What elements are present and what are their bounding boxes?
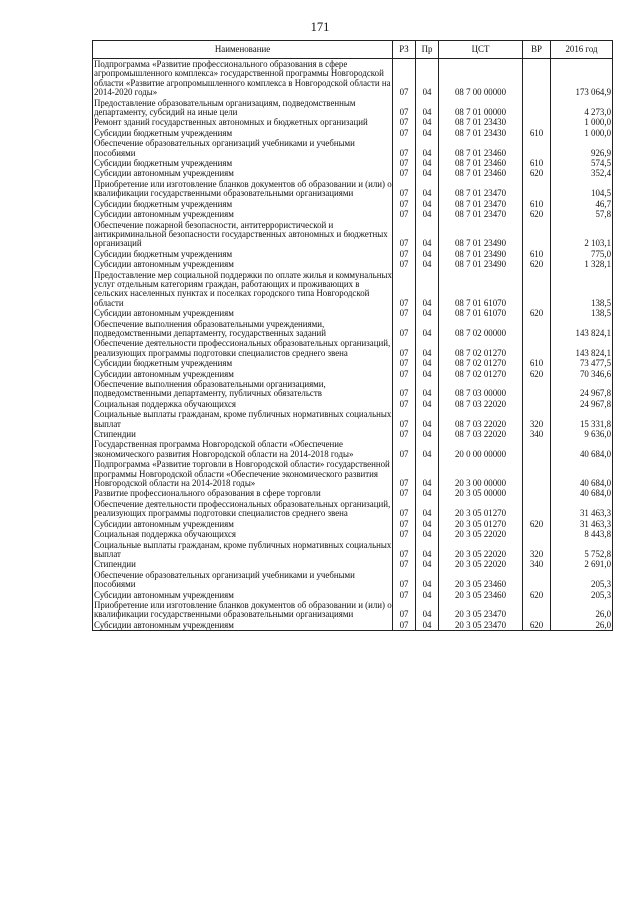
row-name: Субсидии автономным учреждениям	[93, 620, 393, 631]
row-pr: 04	[416, 138, 439, 158]
row-name: Обеспечение выполнения образовательными учреждениями, подведомственными департаменту, государственных заданий	[93, 319, 393, 339]
table-row	[93, 98, 613, 118]
table-row	[93, 138, 613, 158]
row-pr: 04	[416, 168, 439, 178]
row-vr	[523, 338, 551, 358]
row-vr: 610	[523, 128, 551, 138]
table-row	[93, 529, 613, 539]
row-pr: 04	[416, 459, 439, 488]
row-pr: 04	[416, 338, 439, 358]
row-pr: 04	[416, 620, 439, 631]
header-cst: ЦСТ	[439, 41, 523, 59]
row-rz: 07	[393, 620, 416, 631]
table-row	[93, 620, 613, 631]
row-name: Стипендии	[93, 429, 393, 439]
row-amount: 57,8	[551, 209, 613, 219]
row-name: Субсидии автономным учреждениям	[93, 590, 393, 600]
row-cst: 08 7 01 23490	[439, 259, 523, 269]
row-vr	[523, 529, 551, 539]
table-row	[93, 540, 613, 560]
row-cst: 20 0 00 00000	[439, 439, 523, 459]
table-row	[93, 409, 613, 429]
table-row	[93, 488, 613, 498]
row-cst: 08 7 01 23430	[439, 117, 523, 127]
row-cst: 08 7 01 23470	[439, 179, 523, 199]
row-rz: 07	[393, 199, 416, 209]
row-name: Социальная поддержка обучающихся	[93, 529, 393, 539]
row-name: Социальные выплаты гражданам, кроме публичных нормативных социальных выплат	[94, 409, 392, 429]
row-pr: 04	[416, 590, 439, 600]
row-cst: 08 7 01 23430	[439, 128, 523, 138]
row-cst: 20 3 05 01270	[439, 519, 523, 529]
row-pr: 04	[416, 488, 439, 498]
row-vr	[523, 600, 551, 620]
table-row	[93, 459, 613, 488]
row-name: Субсидии бюджетным учреждениям	[93, 249, 393, 259]
row-amount: 31 463,3	[551, 519, 613, 529]
row-name: Предоставление мер социальной поддержки по оплате жилья и коммунальных услуг отдельным категориям граждан, работающих и проживающих в сельских населенных пунктах и поселках городского типа Новгородской области	[94, 269, 392, 308]
row-pr: 04	[416, 439, 439, 459]
row-vr: 620	[523, 620, 551, 631]
row-amount: 9 636,0	[551, 429, 613, 439]
row-name: Обеспечение деятельности профессиональных образовательных организаций, реализующих программы подготовки специалистов среднего звена	[93, 338, 393, 358]
row-rz: 07	[393, 409, 416, 429]
row-pr: 04	[416, 358, 439, 368]
table-row	[93, 117, 613, 127]
row-rz: 07	[393, 459, 416, 488]
row-cst: 08 7 03 22020	[439, 409, 523, 429]
row-rz: 07	[393, 270, 416, 309]
row-rz: 07	[393, 249, 416, 259]
row-amount: 1 000,0	[551, 128, 613, 138]
table-row	[93, 559, 613, 569]
row-vr: 320	[523, 540, 551, 560]
row-rz: 07	[393, 399, 416, 409]
row-name: Субсидии автономным учреждениям	[93, 259, 393, 269]
row-name: Обеспечение образовательных организаций учебниками и учебными пособиями	[93, 138, 393, 158]
row-name: Субсидии бюджетным учреждениям	[93, 199, 393, 209]
row-vr: 620	[523, 168, 551, 178]
row-cst: 08 7 02 01270	[439, 369, 523, 379]
row-amount: 4 273,0	[551, 98, 613, 118]
row-vr: 620	[523, 369, 551, 379]
row-vr	[523, 98, 551, 118]
row-rz: 07	[393, 308, 416, 318]
row-vr	[523, 319, 551, 339]
row-name: Подпрограмма «Развитие профессионального образования в сфере агропромышленного комплекса» государственной программы Новгородской области «Развитие агропромышленного комплекса в Новгородской области на 2014-2020 годы»	[94, 59, 391, 98]
row-pr: 04	[416, 379, 439, 399]
row-pr: 04	[416, 559, 439, 569]
row-name: Обеспечение пожарной безопасности, антитеррористической и антикриминальной безопасности государственных автономных и бюджетных организаций	[93, 220, 393, 249]
row-amount: 574,5	[551, 158, 613, 168]
row-vr	[523, 459, 551, 488]
table-row	[93, 249, 613, 259]
row-name: Социальная поддержка обучающихся	[93, 399, 393, 409]
row-rz: 07	[393, 559, 416, 569]
row-vr	[523, 179, 551, 199]
row-amount: 70 346,6	[551, 369, 613, 379]
row-cst: 20 3 05 01270	[439, 499, 523, 519]
row-pr: 04	[416, 399, 439, 409]
row-cst: 20 3 00 00000	[439, 459, 523, 488]
row-amount: 143 824,1	[551, 319, 613, 339]
row-cst: 08 7 01 23460	[439, 138, 523, 158]
row-amount: 26,0	[551, 600, 613, 620]
row-rz: 07	[393, 138, 416, 158]
row-name: Субсидии бюджетным учреждениям	[93, 158, 393, 168]
table-header-row	[93, 41, 613, 59]
row-rz: 07	[393, 429, 416, 439]
table-row	[93, 399, 613, 409]
row-cst: 08 7 01 23490	[439, 220, 523, 249]
table-row	[93, 570, 613, 590]
row-name: Ремонт зданий государственных автономных и бюджетных организаций	[93, 117, 393, 127]
row-cst: 20 3 05 22020	[439, 540, 523, 560]
row-name: Развитие профессионального образования в сфере торговли	[93, 488, 393, 498]
row-amount: 775,0	[551, 249, 613, 259]
row-amount: 24 967,8	[551, 399, 613, 409]
row-cst: 20 3 05 23470	[439, 620, 523, 631]
row-vr: 610	[523, 158, 551, 168]
row-cst: 20 3 05 23460	[439, 570, 523, 590]
row-vr	[523, 138, 551, 158]
row-cst: 08 7 02 01270	[439, 358, 523, 368]
row-rz: 07	[393, 600, 416, 620]
header-pr: Пр	[416, 41, 439, 59]
row-rz: 07	[393, 117, 416, 127]
row-cst: 08 7 01 00000	[439, 98, 523, 118]
row-name: Обеспечение образовательных организаций учебниками и учебными пособиями	[93, 570, 393, 590]
row-vr	[523, 59, 551, 98]
row-vr: 340	[523, 559, 551, 569]
row-amount: 104,5	[551, 179, 613, 199]
row-amount: 926,9	[551, 138, 613, 158]
table-row	[93, 358, 613, 368]
header-year: 2016 год	[551, 41, 613, 59]
row-amount: 24 967,8	[551, 379, 613, 399]
row-rz: 07	[393, 319, 416, 339]
row-rz: 07	[393, 379, 416, 399]
row-rz: 07	[393, 439, 416, 459]
row-pr: 04	[416, 308, 439, 318]
table-row	[93, 179, 613, 199]
row-amount: 40 684,0	[551, 459, 613, 488]
row-amount: 26,0	[551, 620, 613, 631]
row-cst: 08 7 01 23460	[439, 168, 523, 178]
row-cst: 08 7 01 23460	[439, 158, 523, 168]
row-amount: 2 103,1	[551, 220, 613, 249]
row-pr: 04	[416, 179, 439, 199]
budget-table	[92, 40, 613, 631]
row-cst: 08 7 01 23470	[439, 199, 523, 209]
row-pr: 04	[416, 270, 439, 309]
table-row	[93, 128, 613, 138]
row-pr: 04	[416, 259, 439, 269]
row-rz: 07	[393, 338, 416, 358]
row-name: Обеспечение выполнения образовательными организациями, подведомственными департаменту, публичных обязательств	[93, 379, 393, 399]
row-rz: 07	[393, 168, 416, 178]
row-pr: 04	[416, 199, 439, 209]
table-row	[93, 369, 613, 379]
row-name: Субсидии бюджетным учреждениям	[93, 358, 393, 368]
row-cst: 20 3 05 23460	[439, 590, 523, 600]
row-amount: 205,3	[551, 590, 613, 600]
row-amount: 2 691,0	[551, 559, 613, 569]
table-row	[93, 308, 613, 318]
row-cst: 08 7 03 00000	[439, 379, 523, 399]
row-name: Государственная программа Новгородской области «Обеспечение экономического развития Новгородской области на 2014-2018 годы»	[93, 439, 393, 459]
row-cst: 08 7 02 00000	[439, 319, 523, 339]
row-amount: 1 328,1	[551, 259, 613, 269]
row-pr: 04	[416, 409, 439, 429]
row-vr	[523, 379, 551, 399]
row-rz: 07	[393, 158, 416, 168]
row-pr: 04	[416, 249, 439, 259]
row-rz: 07	[393, 519, 416, 529]
table-row	[93, 259, 613, 269]
row-cst: 08 7 00 00000	[439, 59, 523, 98]
row-rz: 07	[393, 499, 416, 519]
row-name: Субсидии автономным учреждениям	[93, 519, 393, 529]
table-row	[93, 499, 613, 519]
page-number: 171	[310, 20, 330, 34]
row-vr: 620	[523, 308, 551, 318]
row-rz: 07	[393, 358, 416, 368]
row-pr: 04	[416, 499, 439, 519]
row-amount: 143 824,1	[551, 338, 613, 358]
row-pr: 04	[416, 529, 439, 539]
table-row	[93, 519, 613, 529]
row-vr	[523, 220, 551, 249]
row-vr	[523, 570, 551, 590]
row-vr	[523, 488, 551, 498]
table-row	[93, 338, 613, 358]
row-pr: 04	[416, 369, 439, 379]
row-amount: 138,5	[551, 308, 613, 318]
row-vr	[523, 270, 551, 309]
row-rz: 07	[393, 488, 416, 498]
row-cst: 20 3 05 22020	[439, 529, 523, 539]
row-vr: 620	[523, 590, 551, 600]
row-rz: 07	[393, 179, 416, 199]
row-vr: 610	[523, 358, 551, 368]
header-name: Наименование	[93, 41, 393, 59]
row-cst: 20 3 05 23470	[439, 600, 523, 620]
row-vr: 620	[523, 519, 551, 529]
row-vr	[523, 399, 551, 409]
row-amount: 15 331,8	[551, 409, 613, 429]
table-row	[93, 168, 613, 178]
table-row	[93, 379, 613, 399]
row-name: Подпрограмма «Развитие торговли в Новгородской области» государственной программы Новгородской области «Обеспечение экономического развития Новгородской области на 2014-2018 годы»	[93, 459, 393, 488]
row-pr: 04	[416, 128, 439, 138]
table-row	[93, 319, 613, 339]
row-rz: 07	[393, 98, 416, 118]
row-vr: 320	[523, 409, 551, 429]
row-pr: 04	[416, 519, 439, 529]
row-rz: 07	[393, 59, 416, 98]
row-cst: 08 7 01 61070	[439, 270, 523, 309]
row-name: Предоставление образовательным организациям, подведомственным департаменту, субсидий на иные цели	[93, 98, 393, 118]
row-cst: 08 7 02 01270	[439, 338, 523, 358]
row-rz: 07	[393, 369, 416, 379]
row-name: Субсидии автономным учреждениям	[93, 209, 393, 219]
row-rz: 07	[393, 209, 416, 219]
row-vr	[523, 117, 551, 127]
header-rz: РЗ	[393, 41, 416, 59]
table-row	[93, 429, 613, 439]
row-cst: 08 7 01 23490	[439, 249, 523, 259]
row-amount: 31 463,3	[551, 499, 613, 519]
row-vr	[523, 439, 551, 459]
row-amount: 46,7	[551, 199, 613, 209]
row-cst: 08 7 03 22020	[439, 399, 523, 409]
row-pr: 04	[416, 220, 439, 249]
row-rz: 07	[393, 590, 416, 600]
row-cst: 20 3 05 22020	[439, 559, 523, 569]
table-row	[93, 439, 613, 459]
row-rz: 07	[393, 259, 416, 269]
row-amount: 1 000,0	[551, 117, 613, 127]
row-amount: 40 684,0	[551, 488, 613, 498]
row-amount: 8 443,8	[551, 529, 613, 539]
table-row	[93, 158, 613, 168]
row-name: Стипендии	[93, 559, 393, 569]
row-pr: 04	[416, 98, 439, 118]
row-name: Социальные выплаты гражданам, кроме публичных нормативных социальных выплат	[94, 539, 392, 559]
row-amount: 5 752,8	[551, 540, 613, 560]
row-vr: 610	[523, 249, 551, 259]
row-amount: 173 064,9	[551, 59, 613, 98]
row-pr: 04	[416, 600, 439, 620]
row-amount: 352,4	[551, 168, 613, 178]
row-rz: 07	[393, 540, 416, 560]
row-vr: 620	[523, 259, 551, 269]
row-rz: 07	[393, 529, 416, 539]
table-row	[93, 600, 613, 620]
row-vr	[523, 499, 551, 519]
row-name: Субсидии автономным учреждениям	[93, 168, 393, 178]
row-rz: 07	[393, 128, 416, 138]
table-body	[93, 59, 613, 631]
row-vr: 620	[523, 209, 551, 219]
row-name: Субсидии автономным учреждениям	[93, 308, 393, 318]
table-row	[93, 270, 613, 309]
table-row	[93, 220, 613, 249]
row-amount: 205,3	[551, 570, 613, 590]
row-name: Обеспечение деятельности профессиональных образовательных организаций, реализующих программы подготовки специалистов среднего звена	[93, 499, 393, 519]
row-pr: 04	[416, 59, 439, 98]
row-pr: 04	[416, 158, 439, 168]
row-amount: 40 684,0	[551, 439, 613, 459]
table-row	[93, 590, 613, 600]
row-pr: 04	[416, 319, 439, 339]
row-rz: 07	[393, 220, 416, 249]
header-vr: ВР	[523, 41, 551, 59]
row-cst: 08 7 01 61070	[439, 308, 523, 318]
row-cst: 08 7 03 22020	[439, 429, 523, 439]
row-pr: 04	[416, 540, 439, 560]
row-amount: 138,5	[551, 270, 613, 309]
row-vr: 340	[523, 429, 551, 439]
table-row	[93, 59, 613, 98]
row-name: Субсидии бюджетным учреждениям	[93, 128, 393, 138]
row-pr: 04	[416, 429, 439, 439]
row-rz: 07	[393, 570, 416, 590]
row-amount: 73 477,5	[551, 358, 613, 368]
row-name: Приобретение или изготовление бланков документов об образовании и (или) о квалификации государственными образовательными организациями	[94, 599, 392, 620]
row-pr: 04	[416, 570, 439, 590]
row-name: Субсидии автономным учреждениям	[93, 369, 393, 379]
table-row	[93, 209, 613, 219]
row-name: Приобретение или изготовление бланков документов об образовании и (или) о квалификации государственными образовательными организациями	[94, 178, 392, 199]
row-cst: 20 3 05 00000	[439, 488, 523, 498]
row-pr: 04	[416, 117, 439, 127]
row-pr: 04	[416, 209, 439, 219]
table-row	[93, 199, 613, 209]
row-vr: 610	[523, 199, 551, 209]
row-cst: 08 7 01 23470	[439, 209, 523, 219]
